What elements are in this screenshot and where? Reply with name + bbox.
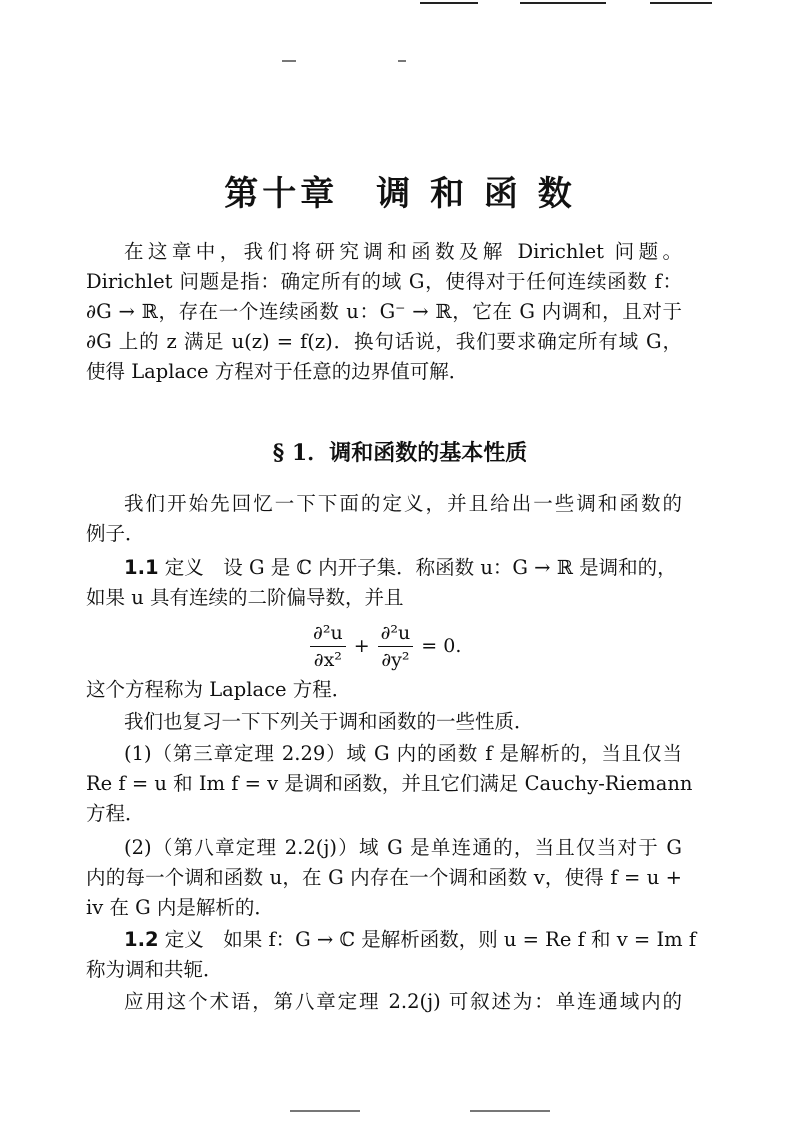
intro-line: Dirichlet 问题是指：确定所有的域 G，使得对于任何连续函数 f： xyxy=(86,270,682,293)
fraction-numerator: ∂²u xyxy=(310,621,346,647)
paragraph-line: 这个方程称为 Laplace 方程． xyxy=(86,678,352,701)
paragraph-line: 应用这个术语，第八章定理 2.2(j) 可叙述为：单连通域内的 xyxy=(124,990,682,1013)
bottom-scan-speck xyxy=(290,1110,360,1112)
paragraph-line: 我们开始先回忆一下下面的定义，并且给出一些调和函数的 xyxy=(124,492,682,515)
list-item-line: iv 在 G 内是解析的． xyxy=(86,896,274,919)
plus-sign: + xyxy=(353,635,370,657)
paragraph-line: 例子． xyxy=(86,522,145,545)
intro-line: 使得 Laplace 方程对于任意的边界值可解． xyxy=(86,360,469,383)
definition-number: 1.1 xyxy=(124,556,159,579)
definition-line xyxy=(124,554,682,582)
list-item-line: Re f = u 和 Im f = v 是调和函数，并且它们满足 Cauchy-Riemann xyxy=(86,772,693,795)
fraction-term xyxy=(378,621,414,672)
top-scan-rule xyxy=(420,2,478,4)
list-item-line: (1)（第三章定理 2.29）域 G 内的函数 f 是解析的，当且仅当 xyxy=(124,742,682,765)
list-item-line: 内的每一个调和函数 u，在 G 内存在一个调和函数 v，使得 f = u + xyxy=(86,866,682,889)
fraction-numerator: ∂²u xyxy=(378,621,414,647)
top-scan-rule xyxy=(650,2,712,4)
top-scan-speck xyxy=(282,60,296,62)
definition-text: 定义 设 G 是 ℂ 内开子集．称函数 u：G → ℝ 是调和的， xyxy=(158,556,677,579)
intro-line: 在这章中，我们将研究调和函数及解 Dirichlet 问题。 xyxy=(124,240,682,263)
intro-line: ∂G → ℝ，存在一个连续函数 u：G⁻ → ℝ，它在 G 内调和，且对于 xyxy=(86,300,682,323)
fraction-denominator: ∂x² xyxy=(313,648,342,671)
laplace-equation xyxy=(306,618,465,674)
top-scan-speck xyxy=(398,60,406,62)
definition-line: 如果 u 具有连续的二阶偏导数，并且 xyxy=(86,586,404,609)
fraction-term xyxy=(310,621,346,672)
bottom-scan-speck xyxy=(470,1110,550,1112)
definition-line: 称为调和共轭． xyxy=(86,958,223,981)
top-scan-rule xyxy=(520,2,606,4)
definition-number: 1.2 xyxy=(124,928,159,951)
list-item-line: (2)（第八章定理 2.2(j)）域 G 是单连通的，当且仅当对于 G xyxy=(124,836,682,859)
definition-text: 定义 如果 f：G → ℂ 是解析函数，则 u = Re f 和 v = Im f xyxy=(158,928,697,951)
intro-line: ∂G 上的 z 满足 u(z) = f(z)．换句话说，我们要求确定所有域 G， xyxy=(86,330,682,353)
list-item-line: 方程． xyxy=(86,802,145,825)
paragraph-line: 我们也复习一下下列关于调和函数的一些性质． xyxy=(124,710,534,733)
chapter-title: 第十章 调 和 函 数 xyxy=(224,174,576,214)
definition-line xyxy=(124,926,697,954)
equation-rhs: = 0. xyxy=(421,635,462,657)
section-title: § 1．调和函数的基本性质 xyxy=(272,440,528,466)
fraction-denominator: ∂y² xyxy=(381,648,410,671)
